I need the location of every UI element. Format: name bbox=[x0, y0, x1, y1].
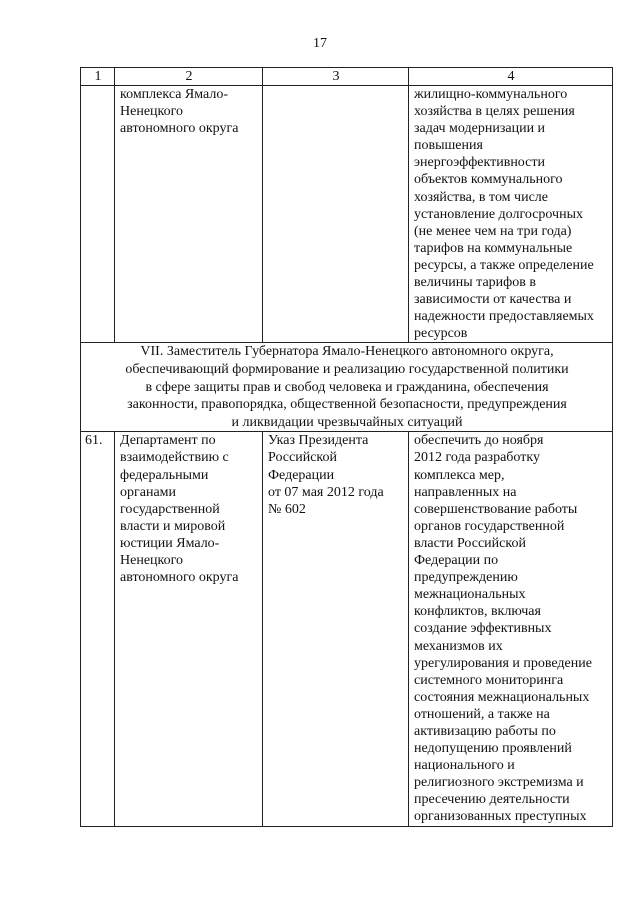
text-line: состояния межнациональных bbox=[414, 689, 590, 705]
task-description-cell bbox=[409, 432, 613, 826]
text-line: органами bbox=[120, 484, 177, 500]
document-table bbox=[80, 67, 613, 827]
column-header-1: 1 bbox=[81, 68, 115, 86]
text-line: обеспечить до ноября bbox=[414, 433, 544, 449]
text-line: религиозного экстремизма и bbox=[414, 775, 584, 791]
text-line: федеральными bbox=[120, 467, 209, 483]
text-line: установление долгосрочных bbox=[414, 206, 583, 222]
text-line: Департамент по bbox=[120, 433, 216, 449]
text-line: задач модернизации и bbox=[414, 121, 546, 137]
text-line: надежности предоставляемых bbox=[414, 309, 594, 325]
text-line: жилищно-коммунального bbox=[414, 87, 568, 102]
text-line: (не менее чем на три года) bbox=[414, 223, 572, 239]
text-line: конфликтов, включая bbox=[414, 604, 541, 620]
text-line: 2012 года разработку bbox=[414, 450, 540, 466]
text-line: Федерации bbox=[268, 467, 335, 483]
text-line: в сфере защиты прав и свобод человека и гражданина, обеспечения bbox=[145, 379, 549, 395]
text-line: отношений, а также на bbox=[414, 706, 550, 722]
text-line: направленных на bbox=[414, 484, 517, 500]
table-row bbox=[81, 432, 613, 826]
text-line: автономного округа bbox=[120, 121, 239, 137]
column-header-3: 3 bbox=[263, 68, 409, 86]
responsible-body-cell bbox=[115, 432, 263, 826]
text-line: объектов коммунального bbox=[414, 172, 563, 188]
text-line: межнациональных bbox=[414, 587, 526, 603]
text-line: создание эффективных bbox=[414, 621, 552, 637]
text-line: Ненецкого bbox=[120, 104, 184, 120]
text-line: юстиции Ямало- bbox=[120, 535, 220, 551]
text-line: активизацию работы по bbox=[414, 723, 556, 739]
row-number-cell bbox=[81, 86, 115, 343]
text-line: повышения bbox=[414, 138, 483, 154]
text-line: и ликвидации чрезвычайных ситуаций bbox=[231, 414, 463, 430]
legal-basis-cell bbox=[263, 86, 409, 343]
text-line: органов государственной bbox=[414, 518, 565, 534]
text-line: урегулирования и проведение bbox=[414, 655, 592, 671]
text-line: величины тарифов в bbox=[414, 275, 536, 291]
text-line: № 602 bbox=[268, 501, 306, 517]
text-line: комплекса Ямало- bbox=[120, 87, 229, 102]
text-line: пресечению деятельности bbox=[414, 792, 570, 808]
text-line: автономного округа bbox=[120, 570, 239, 586]
text-line: взаимодействию с bbox=[120, 450, 229, 466]
table-row bbox=[81, 86, 613, 343]
text-line: хозяйства, в том числе bbox=[414, 189, 548, 205]
column-header-4: 4 bbox=[409, 68, 613, 86]
text-line: государственной bbox=[120, 501, 220, 517]
text-line: VII. Заместитель Губернатора Ямало-Ненецкого автономного округа, bbox=[140, 344, 554, 360]
text-line: предупреждению bbox=[414, 570, 518, 586]
section-heading bbox=[81, 343, 613, 432]
text-line: тарифов на коммунальные bbox=[414, 240, 573, 256]
text-line: организованных преступных bbox=[414, 809, 587, 825]
text-line: комплекса мер, bbox=[414, 467, 505, 483]
text-line: обеспечивающий формирование и реализацию государственной политики bbox=[125, 362, 569, 377]
text-line: Указ Президента bbox=[268, 433, 369, 449]
page-number: 17 bbox=[313, 36, 327, 51]
text-line: власти и мировой bbox=[120, 518, 226, 534]
text-line: Федерации по bbox=[414, 553, 499, 569]
section-heading-row bbox=[81, 343, 613, 432]
text-line: законности, правопорядка, общественной безопасности, предупреждения bbox=[127, 397, 567, 413]
text-line: хозяйства в целях решения bbox=[414, 104, 575, 120]
text-line: Ненецкого bbox=[120, 553, 184, 569]
text-line: ресурсов bbox=[414, 326, 468, 342]
text-line: энергоэффективности bbox=[414, 155, 545, 171]
row-number-cell: 61. bbox=[81, 432, 115, 826]
text-line: национального и bbox=[414, 758, 515, 774]
task-description-cell bbox=[409, 86, 613, 343]
text-line: зависимости от качества и bbox=[414, 292, 572, 308]
column-header-2: 2 bbox=[115, 68, 263, 86]
text-line: ресурсы, а также определение bbox=[414, 257, 594, 273]
text-line: системного мониторинга bbox=[414, 672, 564, 688]
responsible-body-cell bbox=[115, 86, 263, 343]
text-line: совершенствование работы bbox=[414, 501, 578, 517]
text-line: механизмов их bbox=[414, 638, 503, 654]
text-line: от 07 мая 2012 года bbox=[268, 484, 384, 500]
text-line: Российской bbox=[268, 450, 337, 466]
legal-basis-cell bbox=[263, 432, 409, 826]
text-line: недопущению проявлений bbox=[414, 741, 572, 757]
table-header-row bbox=[81, 68, 613, 86]
text-line: власти Российской bbox=[414, 535, 526, 551]
